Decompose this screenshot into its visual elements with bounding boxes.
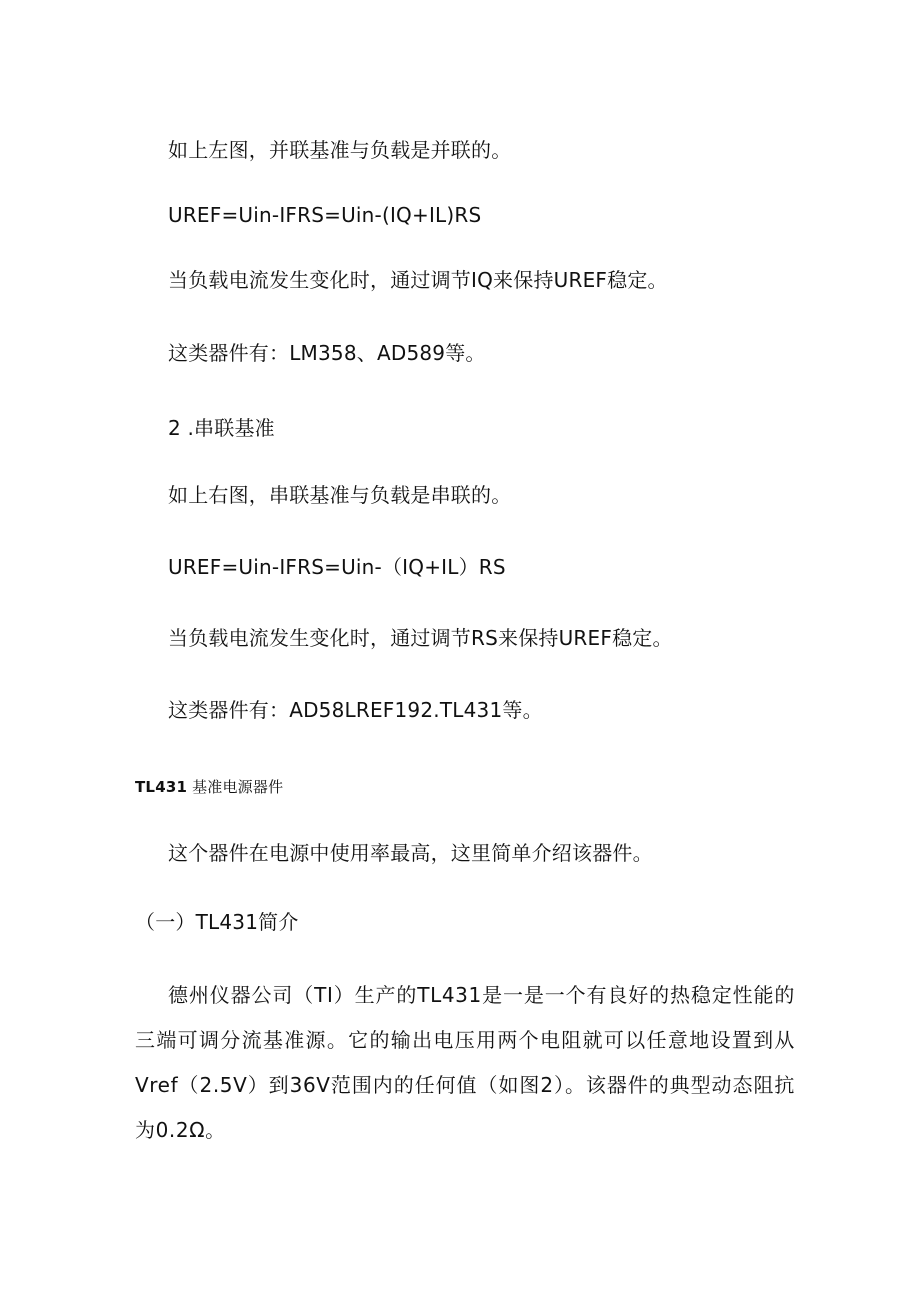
section-title-series-reference: 2 .串联基准 [168, 416, 275, 440]
text-line-series-regulation: 当负载电流发生变化时，通过调节RS来保持UREF稳定。 [168, 626, 673, 650]
subheading-tl431-intro: （一）TL431简介 [135, 910, 299, 934]
text-line-series-devices: 这类器件有：AD58LREF192.TL431等。 [168, 698, 543, 722]
text-line-parallel-regulation: 当负载电流发生变化时，通过调节IQ来保持UREF稳定。 [168, 268, 668, 292]
section-heading-bold: TL431 [135, 778, 188, 796]
section-heading-tl431 [135, 776, 283, 798]
intro-text: 这个器件在电源中使用率最高，这里简单介绍该器件。 [168, 841, 653, 865]
section-heading-rest: 基准电源器件 [192, 778, 284, 796]
text-line-parallel-desc: 如上左图，并联基准与负载是并联的。 [168, 138, 512, 162]
tl431-description-paragraph: 德州仪器公司（TI）生产的TL431是一是一个有良好的热稳定性能的三端可调分流基准源。它的输出电压用两个电阻就可以任意地设置到从Vref（2.5V）到36V范围内的任何值（如图2）。该器件的典型动态阻抗为0.2Ω。 [135, 983, 795, 1142]
text-line-series-desc: 如上右图，串联基准与负载是串联的。 [168, 483, 512, 507]
text-line-parallel-devices: 这类器件有：LM358、AD589等。 [168, 341, 486, 365]
text-line-series-formula: UREF=Uin-IFRS=Uin-（IQ+IL）RS [168, 555, 506, 579]
text-line-parallel-formula: UREF=Uin-IFRS=Uin-(IQ+IL)RS [168, 203, 482, 227]
